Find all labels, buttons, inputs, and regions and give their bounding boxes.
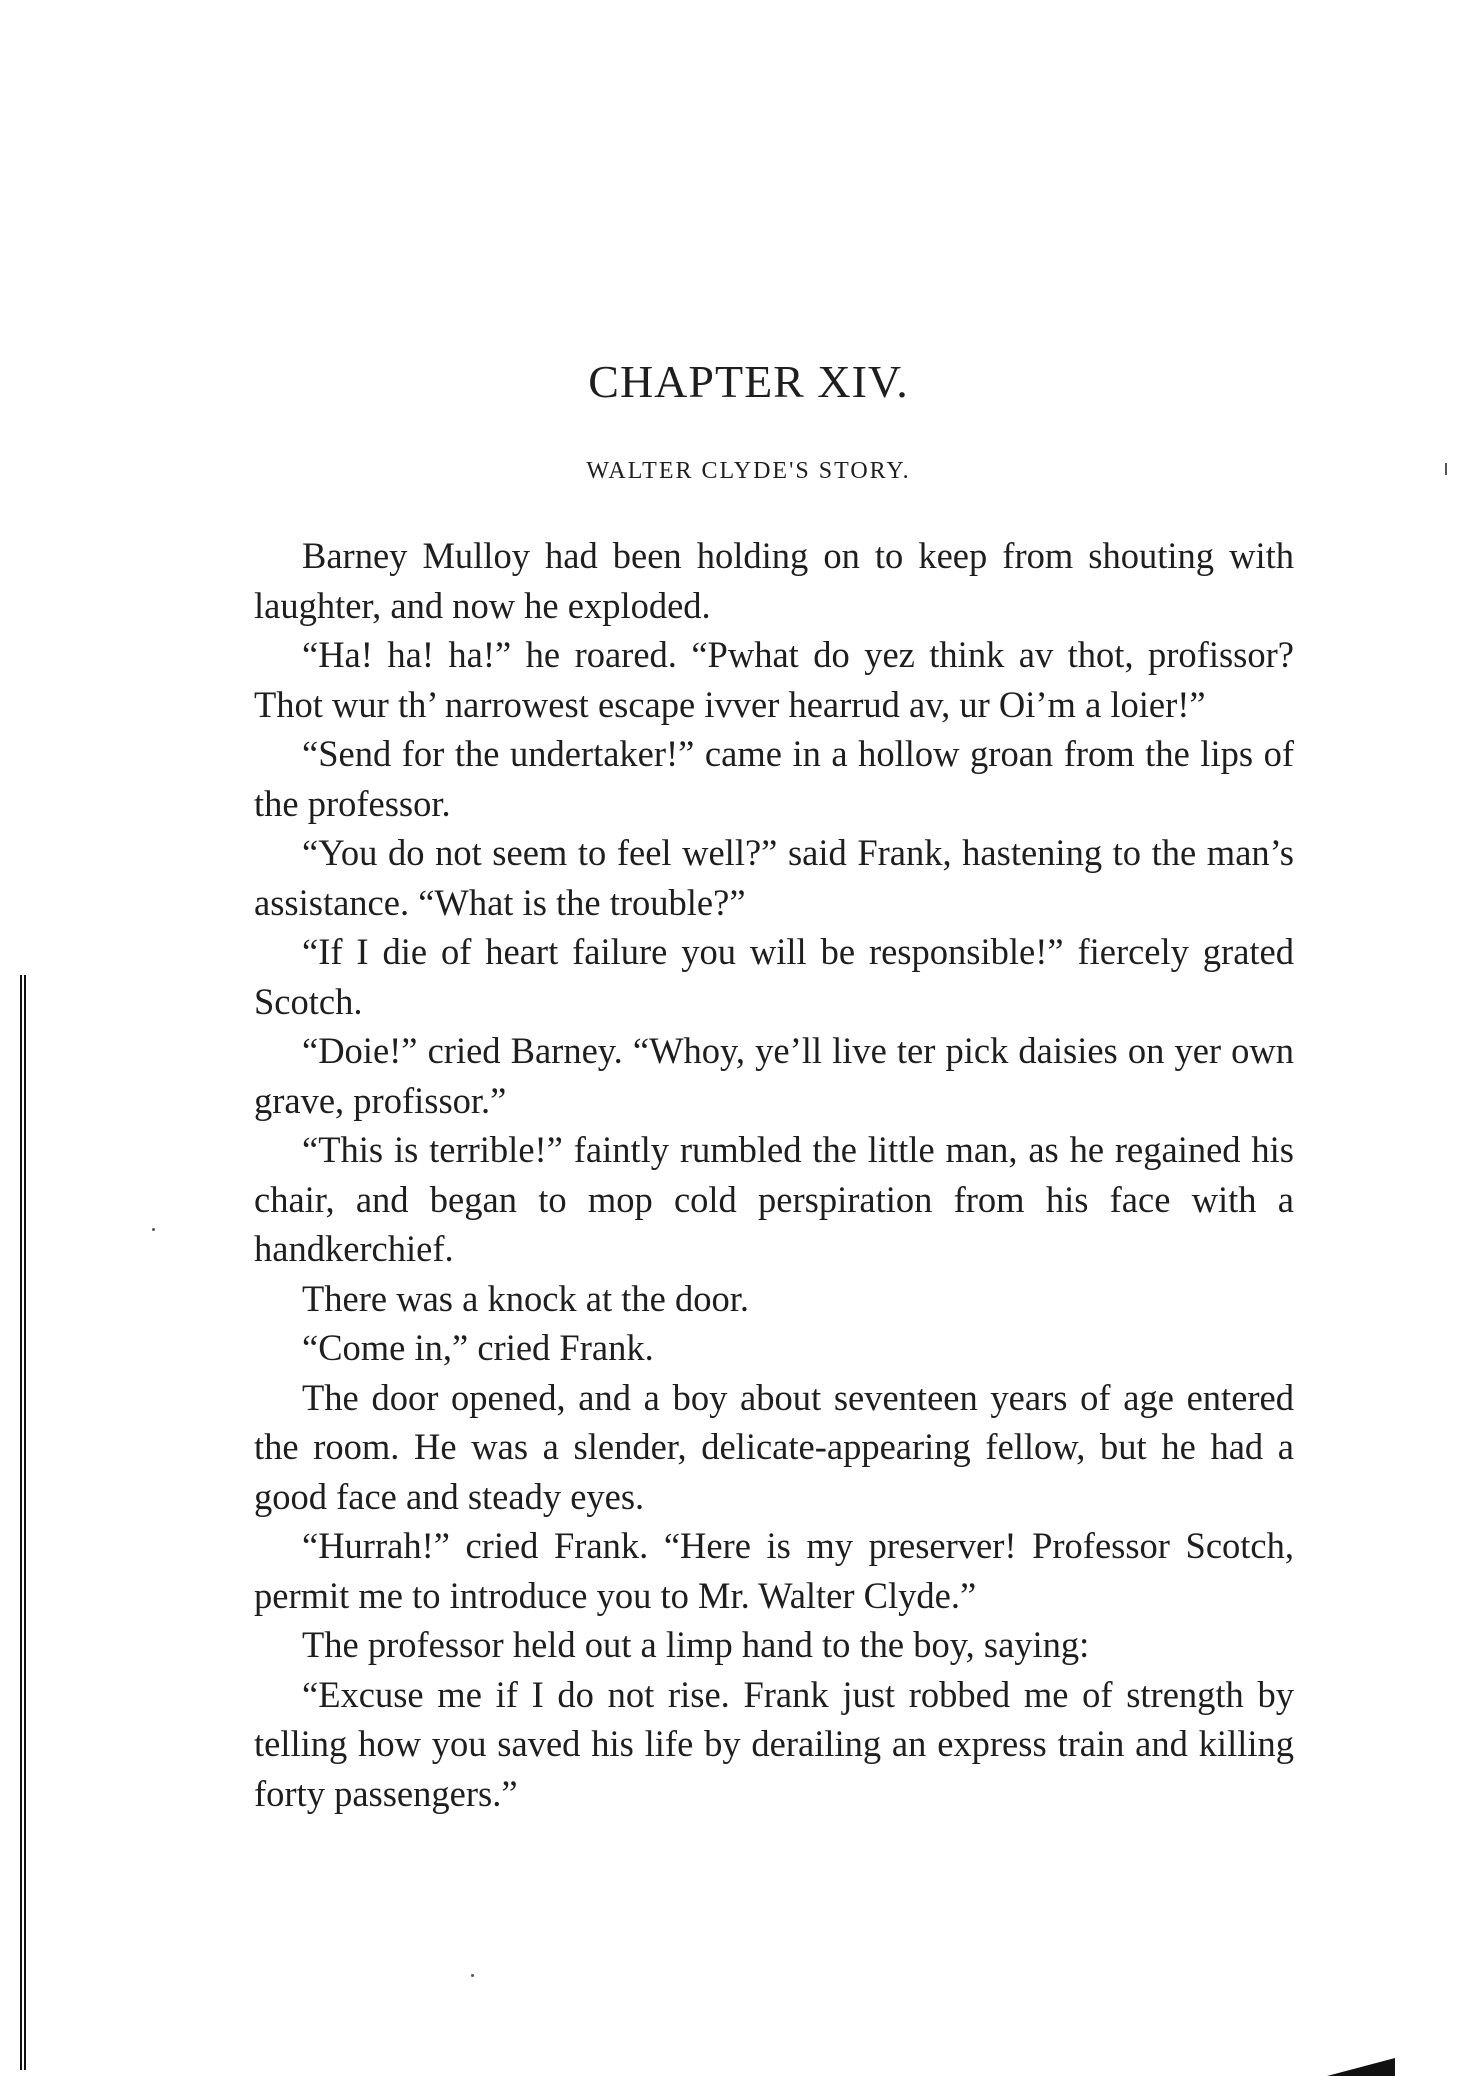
binding-edge bbox=[20, 975, 28, 2070]
paragraph: “Come in,” cried Frank. bbox=[302, 1327, 654, 1368]
paragraph: “Doie!” cried Barney. “Whoy, ye’ll live ter pick daisies on yer own grave, profissor.” bbox=[254, 1030, 1294, 1121]
paragraph: Barney Mulloy had been holding on to keep from shouting with laughter, and now he exploded. bbox=[254, 535, 1294, 626]
paragraph: “You do not seem to feel well?” said Frank, hastening to the man’s assistance. “What is the trouble?” bbox=[254, 832, 1294, 923]
scan-speck bbox=[152, 1228, 155, 1231]
paragraph: There was a knock at the door. bbox=[302, 1277, 749, 1319]
paragraph: “Excuse me if I do not rise. Frank just robbed me of strength by telling how you saved his life by derailing an express train and killing forty passengers.” bbox=[254, 1673, 1294, 1814]
paragraph: The door opened, and a boy about seventeen years of age entered the room. He was a slender, delicate-appearing fellow, but he had a good face and steady eyes. bbox=[254, 1376, 1294, 1517]
paragraph: “Ha! ha! ha!” he roared. “Pwhat do yez think av thot, profissor? Thot wur th’ narrowest escape ivver hearrud av, ur Oi’m a loier!” bbox=[254, 634, 1294, 725]
chapter-body bbox=[254, 531, 1294, 1818]
page-corner-mark bbox=[1327, 2058, 1395, 2076]
paragraph: “If I die of heart failure you will be responsible!” fiercely grated Scotch. bbox=[254, 931, 1294, 1022]
chapter-subtitle: WALTER CLYDE'S STORY. bbox=[586, 458, 911, 484]
chapter-title: CHAPTER XIV. bbox=[588, 356, 909, 407]
paragraph: The professor held out a limp hand to the boy, saying: bbox=[302, 1624, 1090, 1665]
paragraph: “This is terrible!” faintly rumbled the little man, as he regained his chair, and began to mop cold perspiration from his face with a handkerchief. bbox=[254, 1129, 1294, 1269]
paragraph: “Send for the undertaker!” came in a hollow groan from the lips of the professor. bbox=[254, 733, 1294, 824]
scan-speck bbox=[1445, 463, 1447, 475]
paragraph: “Hurrah!” cried Frank. “Here is my preserver! Professor Scotch, permit me to introduce you to Mr. Walter Clyde.” bbox=[254, 1525, 1294, 1616]
scan-speck bbox=[471, 1974, 474, 1977]
